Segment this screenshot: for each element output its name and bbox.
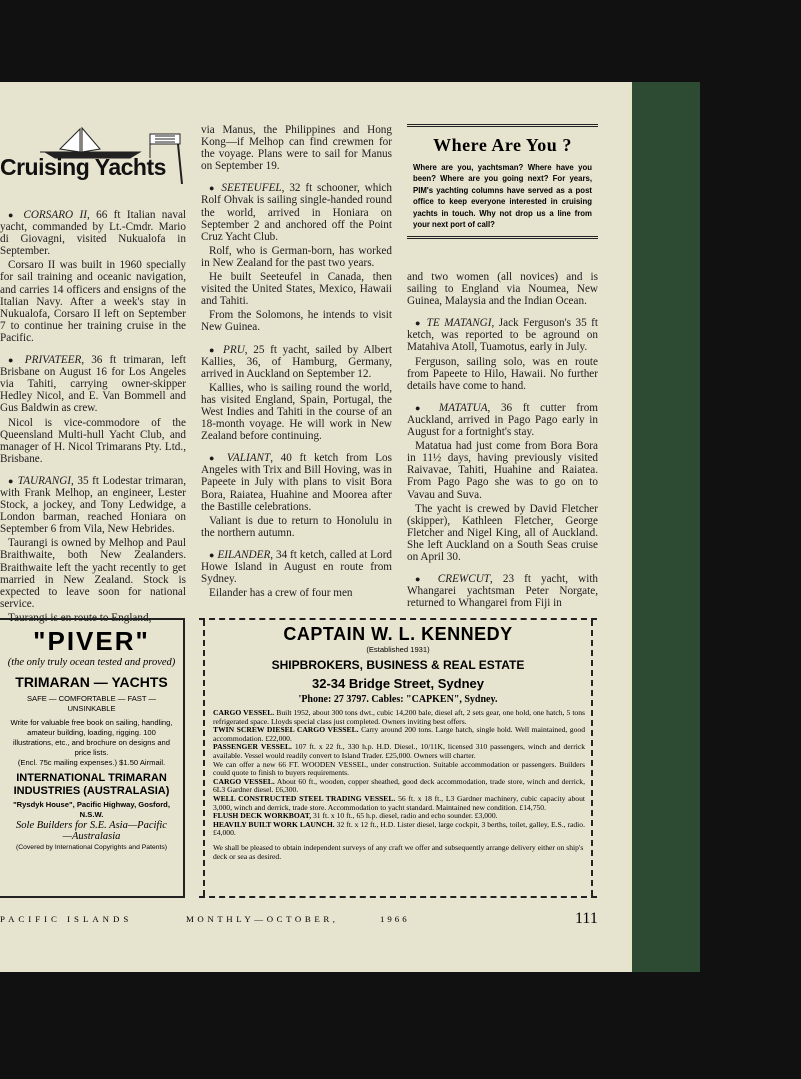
column-3 (407, 271, 598, 611)
listing: HEAVILY BUILT WORK LAUNCH. 32 ft. x 12 ft., H.D. Lister diesel, large cockpit, 3 berths, toilet, galley, E.S., radio. £4,000. (213, 819, 585, 838)
kennedy-name: CAPTAIN W. L. KENNEDY (283, 624, 513, 644)
article-corsaro: ● CORSARO II, 66 ft Italian naval yacht, commanded by Lt.-Cmdr. Mario di Giovagni, visited Nukualofa in September. (0, 209, 187, 258)
piver-brand: "PIVER" (33, 626, 150, 656)
article-pru-body: Kallies, who is sailing round the world, has visited England, Spain, Portugal, the West Indies and Tahiti in the course of an 18-month voyage. He will work in New Zealand before continuing. (201, 381, 392, 443)
article-seeteufel-body1: Rolf, who is German-born, has worked in New Zealand for the past two years. (201, 244, 392, 269)
listing: CARGO VESSEL. Built 1952, about 300 tons dwt., cubic 14,200 bale, diesel aft, 2 sets gear, one hold, one hatch, 5 tons refrigerated space. Lloyds special class just completed. Owners inviting best offers. (213, 708, 585, 726)
page-number: 111 (575, 910, 598, 927)
section-title: Cruising Yachts (0, 154, 166, 180)
kennedy-established: (Established 1931) (366, 645, 430, 654)
article-taurangi: ● TAURANGI, 35 ft Lodestar trimaran, with Frank Melhop, an engineer, Lester Stock, a jockey, and Tony Ledwidge, a London barman, reached Honiara on September 6 from Vila, New Hebrides. (0, 474, 186, 536)
article-privateer: ● PRIVATEER, 36 ft trimaran, left Brisbane on August 16 for Los Angeles via Tahiti, carrying owner-skipper Hedley Nicol, and E. Van Bommell and Gus Baldwin as crew. (0, 354, 187, 415)
top-rule (407, 124, 598, 127)
kennedy-listings (199, 705, 597, 838)
article-seeteufel: ● SEETEUFEL, 32 ft schooner, which Rolf Ohvak is sailing single-handed round the world, arrived in Honiara on September 2 and anchored off the Point Cruz Yacht Club. (201, 182, 392, 243)
article-te-matangi-body: Ferguson, sailing solo, was en route from Papeete to Hilo, Hawaii. No further details have come to hand. (407, 355, 598, 392)
kennedy-services: SHIPBROKERS, BUSINESS & REAL ESTATE (271, 658, 525, 672)
footer-year: 1966 (380, 914, 410, 924)
article-seeteufel-body3: From the Solomons, he intends to visit New Guinea. (201, 309, 392, 334)
listing: PASSENGER VESSEL. 107 ft. x 22 ft., 330 h.p. H.D. Diesel., 10/11K, licensed 310 passengers, winch and derrick available. Vessel would readily convert to Island Trader. £25,000. Owners will charter. (213, 742, 586, 760)
article-taurangi-body: Taurangi is owned by Melhop and Paul Braithwaite, both New Zealanders. Braithwaite left the yacht recently to get married in New Zealand. Stock is expected to leave soon for national service. (0, 537, 186, 610)
piver-company: INTERNATIONAL TRIMARAN INDUSTRIES (AUSTRALASIA) (13, 772, 170, 797)
article-taurangi-end: Taurangi is en route to England, (8, 611, 152, 624)
piver-heading: TRIMARAN — YACHTS (15, 674, 168, 690)
article-crewcut: ● CREWCUT, 23 ft yacht, with Whangarei yachtsman Peter Norgate, returned to Whangarei from Fiji in (407, 573, 599, 610)
kennedy-footer: We shall be pleased to obtain independent surveys of any craft we offer and subsequently arrange delivery either on ship's deck or sea as desired. (213, 842, 584, 861)
article-valiant: ● VALIANT, 40 ft ketch from Los Angeles with Trix and Bill Hoving, was in Papeete in July with plans to visit Bora Bora, Raiatea, Huahine and Moorea after the Bastille celebrations. (201, 452, 392, 513)
kennedy-advertisement (199, 618, 597, 898)
article-seeteufel-body2: He built Seeteufel in Canada, then visited the United States, Mexico, Hawaii and Tahiti. (201, 271, 392, 308)
article-pru: ● PRU, 25 ft yacht, sailed by Albert Kallies, 36, of Hamburg, Germany, arrived in Auckland on September 12. (201, 343, 393, 380)
where-title: Where Are You ? (433, 135, 572, 155)
piver-body: Write for valuable free book on sailing, handling, amateur building, loading, rigging. 100 illustrations, etc., and brochure on designs and price lists. (10, 718, 173, 757)
where-are-you-box (407, 124, 598, 239)
piver-advertisement (0, 618, 185, 898)
left-border (203, 620, 205, 896)
book-spine (632, 82, 700, 972)
kennedy-address: 32-34 Bridge Street, Sydney (312, 676, 484, 691)
listing: WELL CONSTRUCTED STEEL TRADING VESSEL. 56 ft. x 18 ft., L3 Gardner machinery, cubic capacity about 3,000, winch and derrick, trade store. Accommodation to yacht standard. Maintained new condition. £14,750. (213, 793, 585, 812)
article-matatua-body2: The yacht is crewed by David Fletcher (skipper), Kathleen Fletcher, George Fletcher and Nigel King, all of Auckland. She left Auckland on a South Seas cruise on April 30. (407, 502, 598, 563)
article-matatua-body1: Matatua had just come from Bora Bora in 11½ days, having previously visited Raivavae, Tahiti, Huahine and Raiatea. From Pago Pago she was to go on to Vavau and Suva. (407, 440, 598, 501)
piver-legal: (Covered by International Copyrights and Patents) (15, 844, 168, 851)
article-eilander-cont: and two women (all novices) and is sailing to England via Noumea, New Guinea, Malaysia and the Indian Ocean. (407, 271, 598, 308)
article-valiant-body: Valiant is due to return to Honolulu in the northern autumn. (201, 514, 392, 539)
footer-publication: PACIFIC ISLANDS (0, 914, 133, 924)
footer-issue: MONTHLY—OCTOBER, (186, 914, 339, 924)
article-eilander: ● EILANDER, 34 ft ketch, called at Lord Howe Island in August en route from Sydney. (201, 548, 393, 586)
column-1 (0, 209, 186, 626)
piver-address: "Rysdyk House", Pacific Highway, Gosford, N.S.W. (13, 800, 170, 819)
piver-price: (Encl. 75c mailing expenses.) $1.50 Airmail. (17, 758, 166, 767)
kennedy-phone: 'Phone: 27 3797. Cables: "CAPKEN", Sydney. (298, 694, 498, 705)
article-corsaro-body: Corsaro II was built in 1960 specially for sail training and oceanic navigation, and carries 14 officers and ensigns of the Italian Navy. After a week's stay in Nukualofa, Corsaro II left on September 7 to continue her training cruise in the Pacific. (0, 259, 186, 344)
listing: FLUSH DECK WORKBOAT, 31 ft. x 10 ft., 65 h.p. diesel, radio and echo sounder. £3,000. (213, 811, 498, 821)
piver-tagline: (the only truly ocean tested and proved) (7, 657, 176, 668)
article-taurangi-cont: via Manus, the Philippines and Hong Kong—if Melhop can find crewmen for the voyage. Plans were to sail for Manus on September 19. (201, 124, 392, 173)
where-text: Where are you, yachtsman? Where have you been? Where are you going next? For years, PIM's yachting columns have served as a post office to keep everyone interested in cruising yachts in touch. Why not drop us a line from your next port of call? (413, 163, 592, 230)
piver-builders: Sole Builders for S.E. Asia—Pacific—Australasia (16, 820, 167, 842)
bottom-rule (407, 236, 598, 239)
listing: CARGO VESSEL. About 60 ft., wooden, copper sheathed, good deck accommodation, trade store, winch and derrick, 6L3 Gardner diesel. £6,300. (213, 776, 585, 795)
article-eilander-body: Eilander has a crew of four men (209, 587, 353, 600)
piver-features: SAFE — COMFORTABLE — FAST — UNSINKABLE (26, 694, 157, 713)
article-privateer-body: Nicol is vice-commodore of the Queensland Multi-hull Yacht Club, and manager of H. Nicol Trimarans Pty. Ltd., Brisbane. (0, 416, 186, 465)
listing: We can offer a new 66 FT. WOODEN VESSEL, under construction. Suitable accommodation or passengers. Builders could quote to finish to buyers requirements. (213, 759, 585, 778)
column-2 (201, 124, 392, 601)
article-te-matangi: ● TE MATANGI, Jack Ferguson's 35 ft ketch, was reported to be aground on Matahiva Atoll, Tuamotus, early in July. (407, 317, 599, 354)
listing: TWIN SCREW DIESEL CARGO VESSEL. Carry around 200 tons. Large hatch, single hold. Well maintained, good accommodation. £22,000. (213, 725, 585, 743)
right-border (591, 620, 593, 896)
article-matatua: ● MATATUA, 36 ft cutter from Auckland, arrived in Pago Pago early in August for a fortnight's stay. (407, 401, 598, 439)
